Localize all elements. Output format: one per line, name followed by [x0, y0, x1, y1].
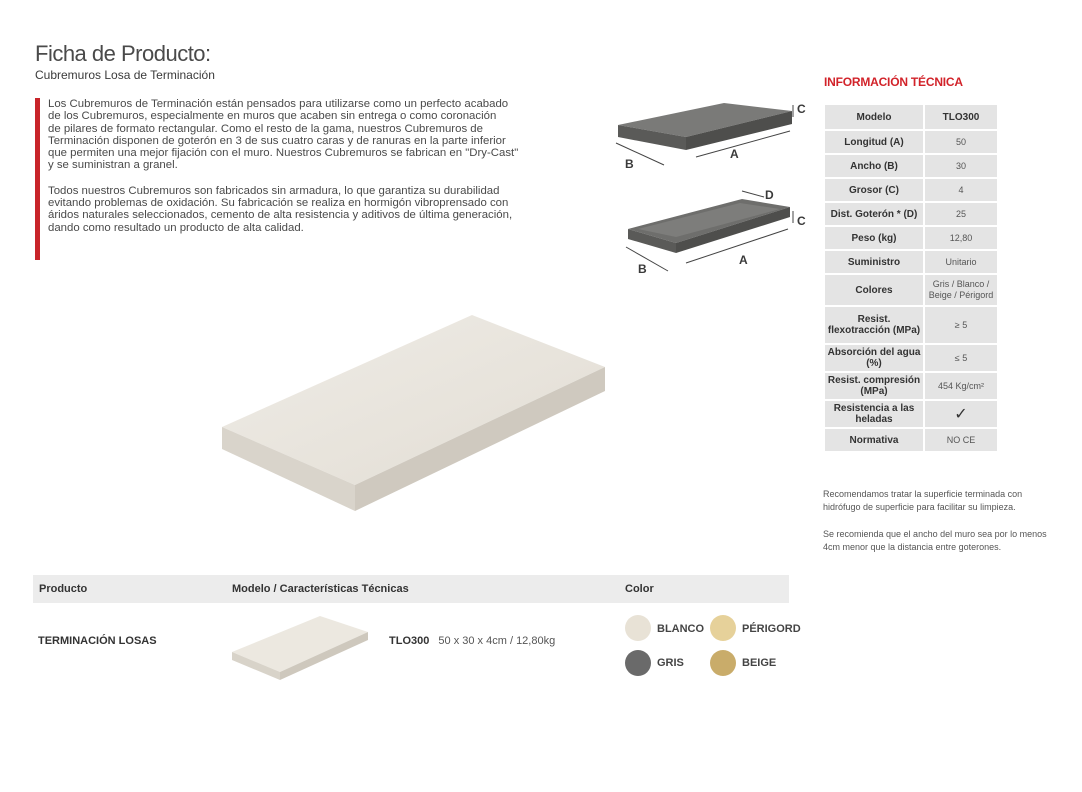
product-slab-image [200, 285, 620, 530]
product-table-header [33, 575, 789, 603]
dim-label-d-bottom: D [765, 188, 774, 202]
tech-note-2: Se recomienda que el ancho del muro sea por lo menos 4cm menor que la distancia entre goterones. [823, 529, 1047, 552]
spec-value: Gris / Blanco / Beige / Périgord [924, 274, 998, 306]
header-product: Producto [39, 583, 88, 595]
spec-row [824, 428, 998, 452]
spec-label: Absorción del agua (%) [824, 344, 924, 372]
spec-value: 25 [924, 202, 998, 226]
swatch-perigord [710, 615, 736, 641]
spec-value: 12,80 [924, 226, 998, 250]
page-title: Ficha de Producto: [35, 41, 211, 66]
tech-spec-table [823, 103, 999, 453]
spec-row [824, 250, 998, 274]
color-label-perigord: PÉRIGORD [742, 623, 801, 635]
spec-label: Grosor (C) [824, 178, 924, 202]
header-color: Color [625, 583, 654, 595]
spec-row [824, 178, 998, 202]
spec-label: Colores [824, 274, 924, 306]
product-specs: 50 x 30 x 4cm / 12,80kg [438, 635, 556, 647]
swatch-gris [625, 650, 651, 676]
spec-row [824, 400, 998, 428]
spec-row [824, 202, 998, 226]
description-paragraph-2: Todos nuestros Cubremuros son fabricados sin armadura, lo que garantiza su durabilidad evitando problemas de oxidación. Su fabricación se realiza en hormigón vibroprensado con áridos naturales seleccionados, cemento de alta resistencia y aditivos de última generación, dando como resultado un producto de alta calidad. [48, 184, 513, 234]
spec-label: Dist. Goterón * (D) [824, 202, 924, 226]
spec-row [824, 344, 998, 372]
color-label-beige: BEIGE [742, 657, 777, 669]
spec-row [824, 274, 998, 306]
dim-label-c-bottom: C [797, 214, 806, 228]
description-paragraph-1: Los Cubremuros de Terminación están pensados para utilizarse como un perfecto acabado de los Cubremuros, especialmente en muros que acaben sin entrega o como coronación de pilares de formato rectangular. Como el resto de la gama, nuestros Cubremuros de Terminación disponen de goterón en 3 de sus cuatro caras y de ranuras en la parte inferior que permiten una mejor fijación con el muro. Nuestros Cubremuros se fabrican en "Dry-Cast" y se suministran a granel. [48, 98, 519, 172]
tech-note-1: Recomendamos tratar la superficie terminada con hidrófugo de superficie para facilitar su limpieza. [823, 489, 1023, 512]
spec-label: Resistencia a las heladas [824, 400, 924, 428]
spec-row [824, 306, 998, 344]
color-label-blanco: BLANCO [657, 623, 705, 635]
spec-label: Normativa [824, 428, 924, 452]
spec-label: Suministro [824, 250, 924, 274]
spec-label: Peso (kg) [824, 226, 924, 250]
spec-label: Resist. flexotracción (MPa) [824, 306, 924, 344]
page-subtitle: Cubremuros Losa de Terminación [35, 68, 215, 82]
swatch-blanco [625, 615, 651, 641]
spec-header-label: Modelo [824, 104, 924, 130]
spec-value: ≥ 5 [924, 306, 998, 344]
dim-label-b-top: B [625, 157, 634, 171]
spec-row [824, 226, 998, 250]
product-name: TERMINACIÓN LOSAS [38, 635, 157, 647]
spec-value: 50 [924, 130, 998, 154]
spec-row [824, 130, 998, 154]
header-model: Modelo / Características Técnicas [232, 583, 409, 595]
product-model-row [389, 635, 555, 647]
spec-row [824, 154, 998, 178]
swatch-beige [710, 650, 736, 676]
check-icon: ✓ [924, 400, 998, 428]
spec-row [824, 372, 998, 400]
dim-label-c-top: C [797, 102, 806, 116]
spec-header-row [824, 104, 998, 130]
spec-value: 30 [924, 154, 998, 178]
spec-header-value: TLO300 [924, 104, 998, 130]
spec-label: Resist. compresión (MPa) [824, 372, 924, 400]
description-box [35, 98, 525, 260]
tech-info-title: INFORMACIÓN TÉCNICA [824, 75, 963, 89]
spec-label: Ancho (B) [824, 154, 924, 178]
product-thumbnail [228, 610, 388, 685]
spec-value: NO CE [924, 428, 998, 452]
spec-label: Longitud (A) [824, 130, 924, 154]
dim-label-a-top: A [730, 147, 739, 161]
color-label-gris: GRIS [657, 657, 684, 669]
dim-label-a-bottom: A [739, 253, 748, 267]
slab-diagram-top [612, 95, 812, 180]
spec-value: ≤ 5 [924, 344, 998, 372]
spec-value: 4 [924, 178, 998, 202]
product-model: TLO300 [389, 635, 430, 647]
spec-value: Unitario [924, 250, 998, 274]
spec-value: 454 Kg/cm² [924, 372, 998, 400]
dim-label-b-bottom: B [638, 262, 647, 276]
